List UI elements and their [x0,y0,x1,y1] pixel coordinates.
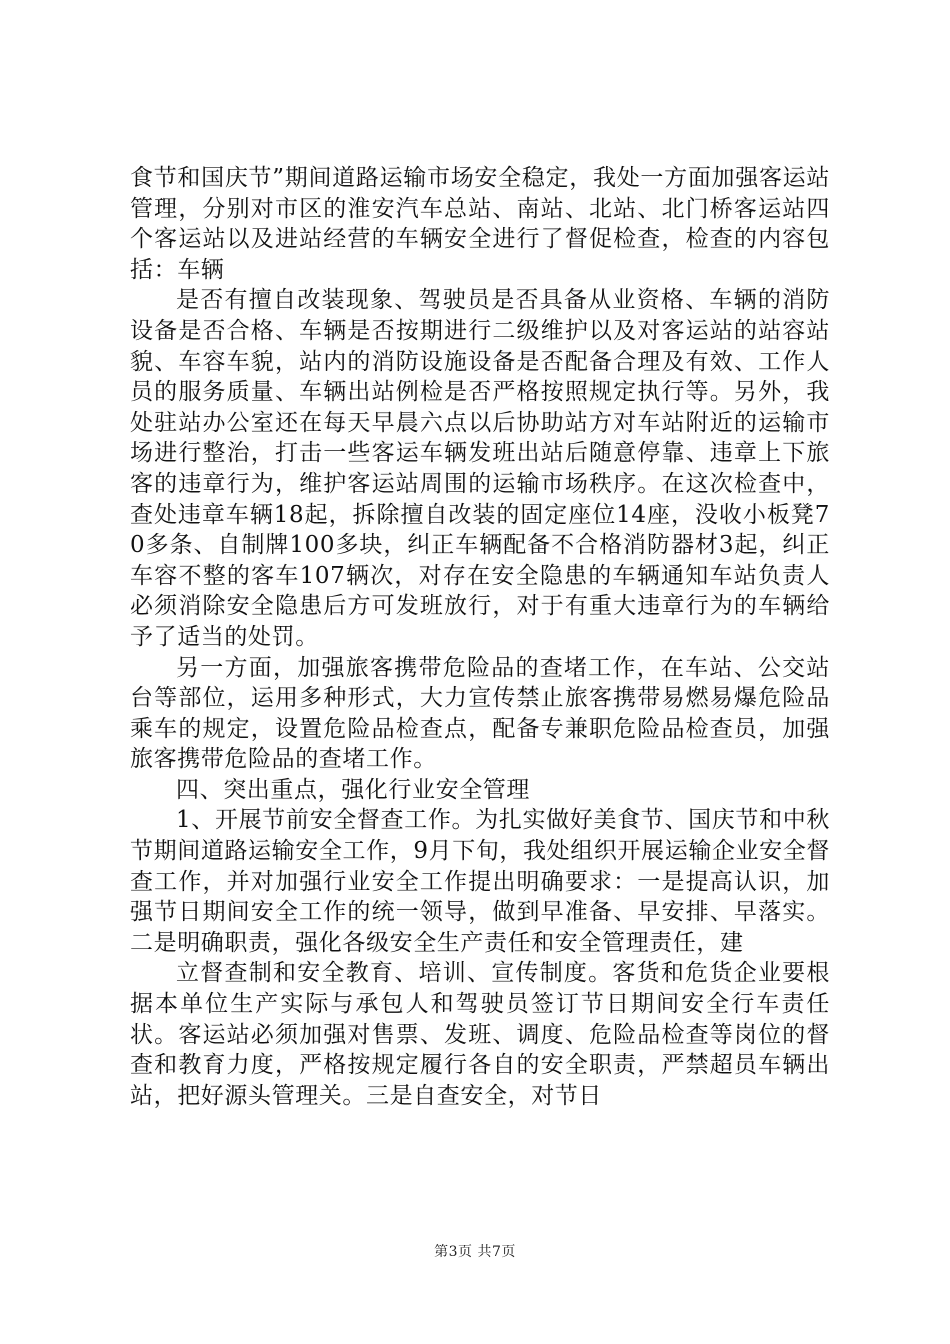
paragraph-continuation: 食节和国庆节”期间道路运输市场安全稳定，我处一方面加强客运站管理，分别对市区的淮安汽车总站、南站、北站、北门桥客运站四个客运站以及进站经营的车辆安全进行了督促检查，检查的内容包括：车辆 [130,165,830,283]
page-number-footer: 第3页 共7页 [434,1244,516,1260]
document-body [130,163,830,1111]
paragraph-pre-holiday-inspection: 1、开展节前安全督查工作。为扎实做好美食节、国庆节和中秋节期间道路运输安全工作，9月下旬，我处组织开展运输企业安全督查工作，并对加强行业安全工作提出明确要求：一是提高认识，加强节日期间安全工作的统一领导，做到早准备、早安排、早落实。二是明确职责，强化各级安全生产责任和安全管理责任，建 [130,807,830,956]
paragraph-vehicle-inspection: 是否有擅自改装现象、驾驶员是否具备从业资格、车辆的消防设备是否合格、车辆是否按期进行二级维护以及对客运站的站容站貌、车容车貌，站内的消防设施设备是否配备合理及有效、工作人员的服务质量、车辆出站例检是否严格按照规定执行等。另外，我处驻站办公室还在每天早晨六点以后协助站方对车站附近的运输市场进行整治，打击一些客运车辆发班出站后随意停靠、违章上下旅客的违章行为，维护客运站周围的运输市场秩序。在这次检查中，查处违章车辆18起，拆除擅自改装的固定座位14座，没收小板凳70多条、自制牌100多块，纠正车辆配备不合格消防器材3起，纠正车容不整的客车107辆次，对存在安全隐患的车辆通知车站负责人必须消除安全隐患后方可发班放行，对于有重大违章行为的车辆给予了适当的处罚。 [130,287,830,650]
section-heading: 四、突出重点，强化行业安全管理 [176,776,530,803]
paragraph-supervision-system: 立督查制和安全教育、培训、宣传制度。客货和危货企业要根据本单位生产实际与承包人和驾驶员签订节日期间安全行车责任状。客运站必须加强对售票、发班、调度、危险品检查等岗位的督查和教育力度，严格按规定履行各自的安全职责，严禁超员车辆出站，把好源头管理关。三是自查安全，对节日 [130,960,830,1109]
paragraph-hazardous-goods: 另一方面，加强旅客携带危险品的查堵工作，在车站、公交站台等部位，运用多种形式，大力宣传禁止旅客携带易燃易爆危险品乘车的规定，设置危险品检查点，配备专兼职危险品检查员，加强旅客携带危险品的查堵工作。 [130,654,830,773]
